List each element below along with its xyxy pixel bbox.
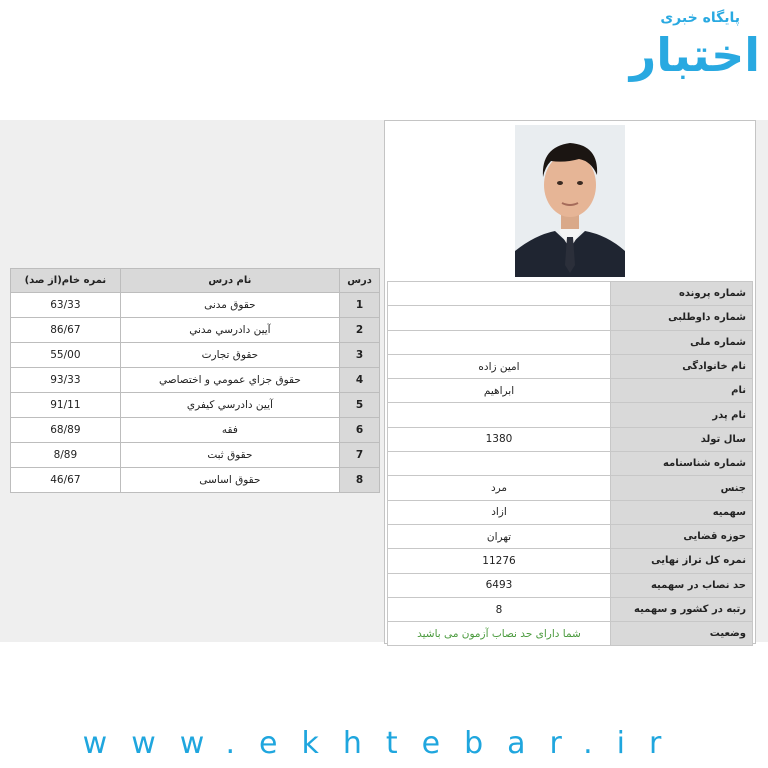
- course-name: حقوق تجارت: [120, 343, 339, 368]
- course-score: 86/67: [11, 318, 121, 343]
- table-row: [11, 318, 380, 343]
- info-row: [388, 597, 753, 621]
- header-course-number: درس: [340, 269, 380, 293]
- info-label: جنس: [611, 476, 753, 500]
- course-number: 4: [340, 368, 380, 393]
- course-score: 55/00: [11, 343, 121, 368]
- info-row: [388, 573, 753, 597]
- courses-header-row: [11, 269, 380, 293]
- course-name: آيين دادرسي مدني: [120, 318, 339, 343]
- table-row: [11, 293, 380, 318]
- info-row: [388, 622, 753, 646]
- info-row: [388, 549, 753, 573]
- logo-name: اختبار: [629, 28, 760, 82]
- header-raw-score: نمره خام(از صد): [11, 269, 121, 293]
- info-value: ازاد: [388, 500, 611, 524]
- info-label: رتبه در کشور و سهمیه: [611, 597, 753, 621]
- info-label: شماره پرونده: [611, 282, 753, 306]
- info-label: سهمیه: [611, 500, 753, 524]
- course-score: 93/33: [11, 368, 121, 393]
- info-label: نمره کل تراز نهایی: [611, 549, 753, 573]
- info-row: [388, 524, 753, 548]
- info-label: شماره داوطلبی: [611, 306, 753, 330]
- course-name: حقوق مدنی: [120, 293, 339, 318]
- info-row: [388, 354, 753, 378]
- info-label: شماره ملی: [611, 330, 753, 354]
- course-number: 6: [340, 418, 380, 443]
- candidate-info-table: [387, 281, 753, 646]
- course-number: 5: [340, 393, 380, 418]
- info-value: 11276: [388, 549, 611, 573]
- info-value: [388, 306, 611, 330]
- info-value: [388, 403, 611, 427]
- course-score: 68/89: [11, 418, 121, 443]
- site-logo[interactable]: [610, 10, 760, 100]
- table-row: [11, 418, 380, 443]
- logo-tagline: پایگاه خبری: [660, 10, 740, 26]
- info-label: سال تولد: [611, 427, 753, 451]
- info-row: [388, 476, 753, 500]
- header-course-name: نام درس: [120, 269, 339, 293]
- info-value: مرد: [388, 476, 611, 500]
- info-row: [388, 452, 753, 476]
- course-number: 3: [340, 343, 380, 368]
- info-value: امین زاده: [388, 354, 611, 378]
- info-label: نام: [611, 379, 753, 403]
- info-row: [388, 306, 753, 330]
- candidate-info-panel: [384, 120, 756, 644]
- course-name: آيين دادرسي كيفري: [120, 393, 339, 418]
- info-row: [388, 330, 753, 354]
- info-label: نام پدر: [611, 403, 753, 427]
- info-label: وضعیت: [611, 622, 753, 646]
- person-photo-icon: [515, 125, 625, 277]
- table-row: [11, 443, 380, 468]
- course-score: 46/67: [11, 468, 121, 493]
- course-name: حقوق جزاي عمومي و اختصاصي: [120, 368, 339, 393]
- info-label: شماره شناسنامه: [611, 452, 753, 476]
- footer-url[interactable]: www.ekhtebar.ir: [82, 726, 686, 761]
- course-number: 2: [340, 318, 380, 343]
- course-number: 8: [340, 468, 380, 493]
- table-row: [11, 393, 380, 418]
- table-row: [11, 468, 380, 493]
- info-row: [388, 379, 753, 403]
- course-name: حقوق اساسی: [120, 468, 339, 493]
- info-value: 8: [388, 597, 611, 621]
- info-value: [388, 452, 611, 476]
- info-row: [388, 403, 753, 427]
- info-value: 6493: [388, 573, 611, 597]
- info-value: تهران: [388, 524, 611, 548]
- info-value: 1380: [388, 427, 611, 451]
- course-number: 7: [340, 443, 380, 468]
- status-value: شما دارای حد نصاب آزمون می باشید: [388, 622, 611, 646]
- info-label: نام خانوادگی: [611, 354, 753, 378]
- info-row: [388, 500, 753, 524]
- courses-table: [10, 268, 380, 493]
- candidate-photo: [515, 125, 625, 277]
- info-label: حوزه قضایی: [611, 524, 753, 548]
- info-label: حد نصاب در سهمیه: [611, 573, 753, 597]
- info-row: [388, 427, 753, 451]
- course-name: فقه: [120, 418, 339, 443]
- info-value: [388, 282, 611, 306]
- course-number: 1: [340, 293, 380, 318]
- table-row: [11, 368, 380, 393]
- info-value: [388, 330, 611, 354]
- course-score: 8/89: [11, 443, 121, 468]
- info-row: [388, 282, 753, 306]
- course-score: 91/11: [11, 393, 121, 418]
- course-score: 63/33: [11, 293, 121, 318]
- info-value: ابراهیم: [388, 379, 611, 403]
- course-name: حقوق ثبت: [120, 443, 339, 468]
- table-row: [11, 343, 380, 368]
